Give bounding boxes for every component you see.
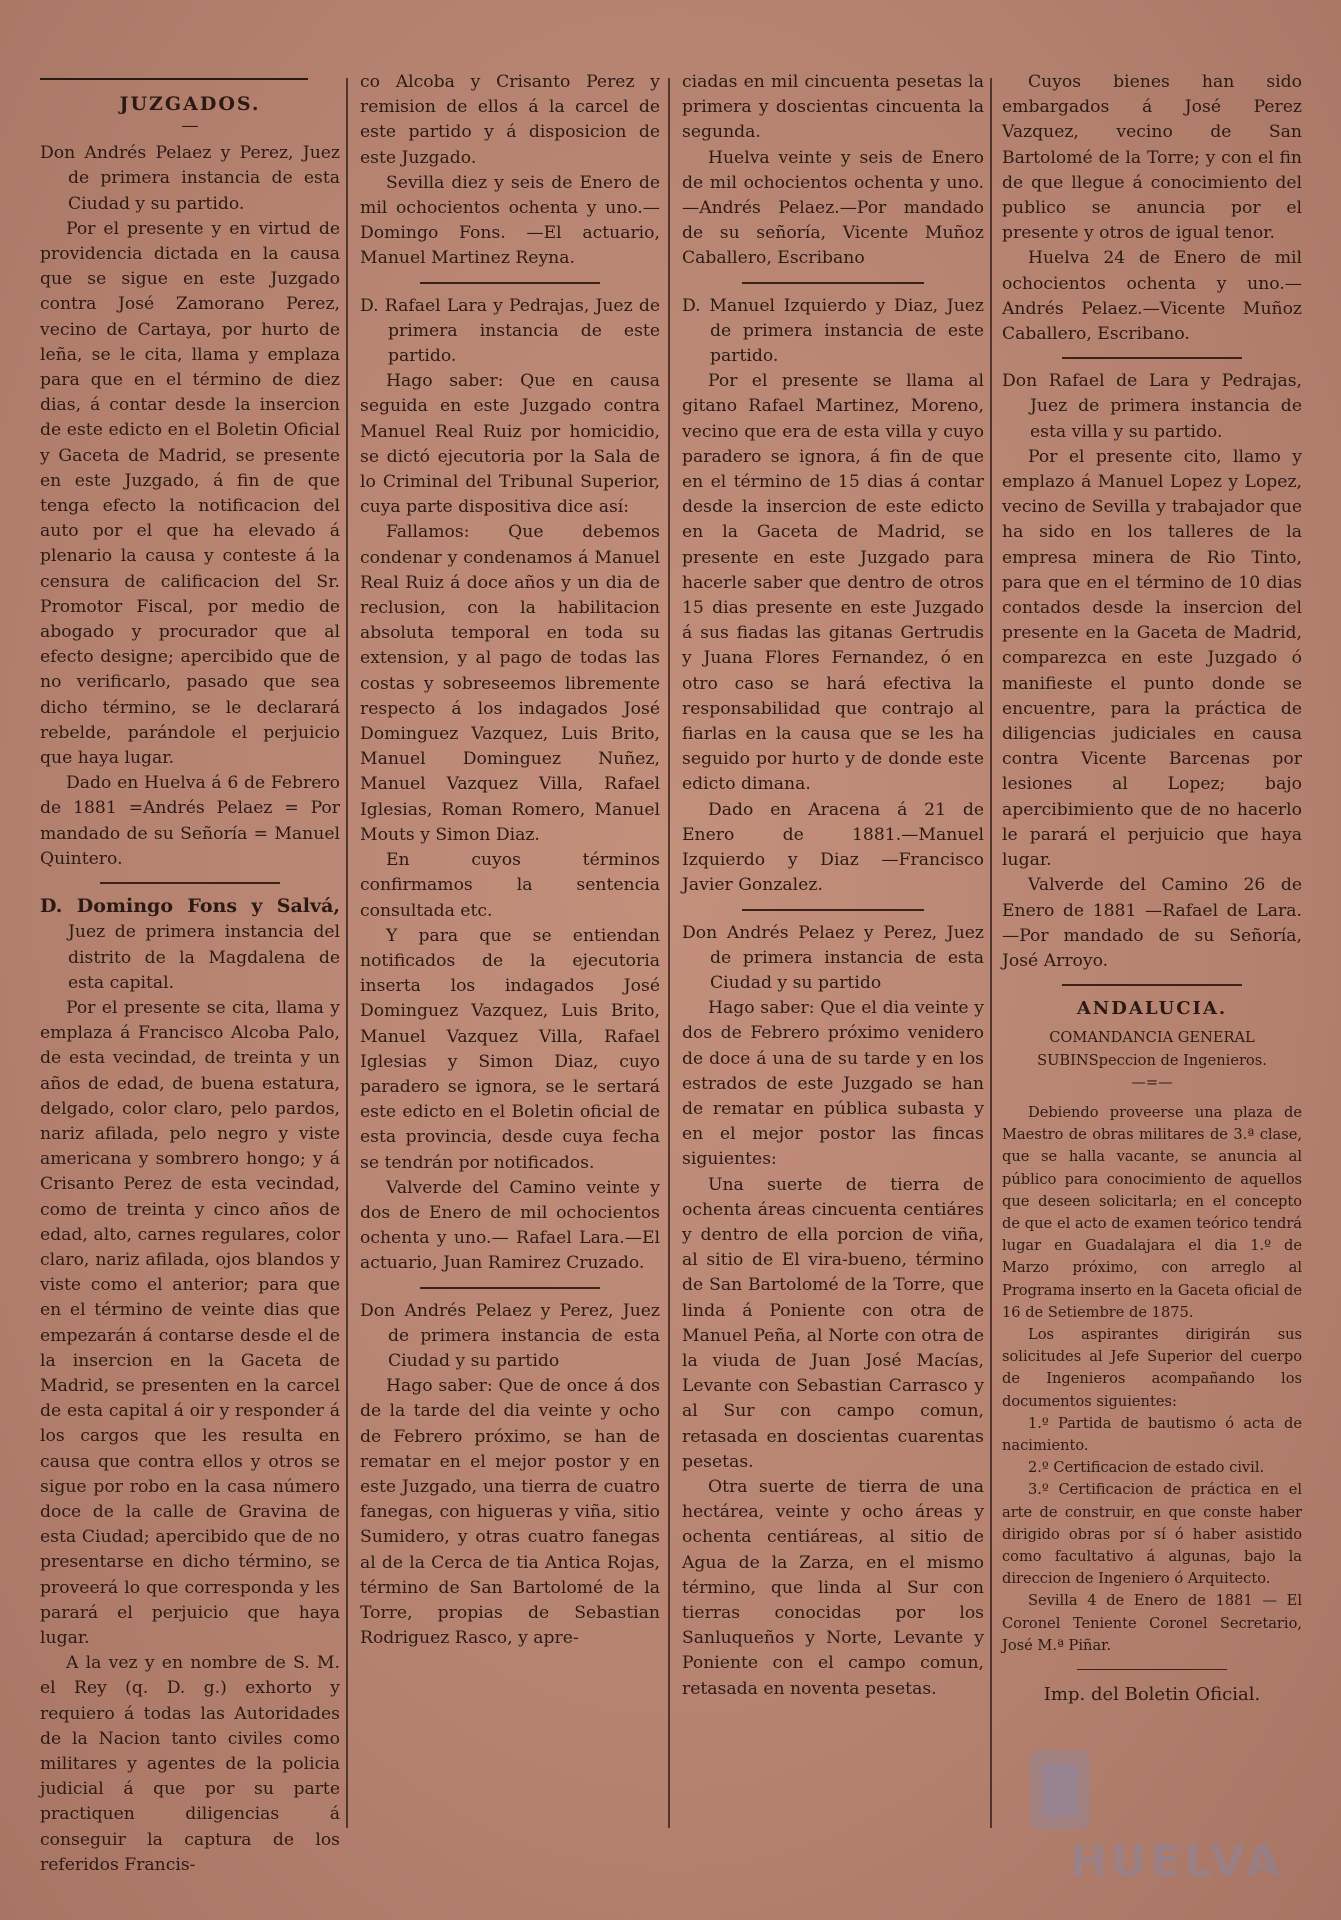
edict-paragraph: Cuyos bienes han sido embargados á José Perez Vazquez, vecino de San Bartolomé de la Torre; y con el fin de que llegue á conocimiento del publico se anuncia por el presente y otros de igual tenor.	[1002, 72, 1302, 244]
notice-paragraph: Debiendo proveerse una plaza de Maestro de obras militares de 3.ª clase, que se halla vacante, se anuncia al público para conocimiento de aquellos que deseen solicitarla; en el concepto de que el acto de examen teórico tendrá lugar en Guadalajara el dia 1.º de Marzo próximo, con arreglo al Programa inserto en la Gaceta oficial de 16 de Setiembre de 1875.	[1002, 1103, 1302, 1321]
subsection-title: COMANDANCIA GENERAL SUBINSpeccion de Ingenieros.	[1037, 1029, 1267, 1069]
notice-item: 3.º Certificacion de práctica en el arte de construir, en que conste haber dirigido obras por sí ó haber asistido como facultativo á algunas, bajo la direccion de Ingeniero ó Arquitecto.	[1002, 1481, 1302, 1588]
separator	[1062, 984, 1242, 986]
edict-paragraph: Hago saber: Que de once á dos de la tarde del dia veinte y ocho de Febrero próximo, se han de rematar en el mejor postor y en este Juzgado, una tierra de cuatro fanegas, con higueras y viña, sitio Sumidero, y otras cuatro fanegas al de la Cerca de tia Antica Rojas, término de San Bartolomé de la Torre, propias de Sebastian Rodriguez Rasco, y apre-	[360, 1376, 660, 1649]
separator	[1077, 1669, 1227, 1670]
library-watermark	[1020, 1740, 1320, 1890]
edict-title: D. Rafael Lara y Pedrajas, Juez de primera instancia de este partido.	[360, 295, 660, 367]
column-1	[40, 70, 340, 1875]
edict-paragraph: En cuyos términos confirmamos la sentencia consultada etc.	[360, 850, 660, 921]
edict-paragraph: Y para que se entiendan notificados de la ejecutoria inserta los indagados José Dominguez Vazquez, Luis Brito, Manuel Vazquez Villa, Rafael Iglesias y Simon Diaz, cuyo paradero se ignora, se le sertará este edicto en el Boletin oficial de esta provincia, desde cuya fecha se tendrán por notificados.	[360, 925, 660, 1173]
column-2	[360, 70, 660, 1830]
imprint: Imp. del Boletin Oficial.	[1043, 1684, 1261, 1705]
edict-paragraph: Por el presente se llama al gitano Rafael Martinez, Moreno, vecino que era de esta villa y cuyo paradero se ignora, á fin de que en el término de 15 dias á contar desde la insercion de este edicto en la Gaceta de Madrid, se presente en este Juzgado para hacerle saber que dentro de otros 15 dias presente en este Juzgado á sus fiadas las gitanas Gertrudis y Juana Flores Fernandez, ó en otro caso se hará efectiva la responsabilidad que contrajo al fiarlas en la causa que se les ha seguido por hurto y de donde este edicto dimana.	[682, 371, 984, 795]
edict-signature: Huelva veinte y seis de Enero de mil ochocientos ochenta y uno.—Andrés Pelaez.—Por mandado de su señoría, Vicente Muñoz Caballero, Escribano	[682, 147, 984, 269]
edict-title: Don Andrés Pelaez y Perez, Juez de primera instancia de esta Ciudad y su partido	[360, 1300, 660, 1371]
edict-signature: Dado en Huelva á 6 de Febrero de 1881 =Andrés Pelaez = Por mandado de su Señoría = Manuel Quintero.	[40, 773, 340, 869]
edict-title: D. Manuel Izquierdo y Diaz, Juez de primera instancia de este partido.	[682, 295, 984, 367]
separator	[420, 282, 600, 284]
column-divider	[668, 78, 670, 1828]
edict-paragraph: Por el presente cito, llamo y emplazo á Manuel Lopez y Lopez, vecino de Sevilla y trabajador que ha sido en los talleres de la empresa minera de Rio Tinto, para que en el término de 10 dias contados desde la insercion del presente en la Gaceta de Madrid, comparezca en este Juzgado ó manifieste el punto donde se encuentre, para la práctica de diligencias judiciales en causa contra Vicente Barcenas por lesiones al Lopez; bajo apercibimiento que de no hacerlo le parará el perjuicio que haya lugar.	[1002, 446, 1302, 871]
edict-title: Don Rafael de Lara y Pedrajas, Juez de primera instancia de esta villa y su partido.	[1002, 371, 1302, 442]
edict-paragraph: Hago saber: Que el dia veinte y dos de Febrero próximo venidero de doce á una de su tarde y en los estrados de este Juzgado se han de rematar en pública subasta y en el mejor postor las fincas siguientes:	[682, 998, 984, 1170]
separator	[742, 282, 923, 284]
column-4	[1002, 70, 1302, 1830]
edict-paragraph: A la vez y en nombre de S. M. el Rey (q. D. g.) exhorto y requiero á todas las Autoridades de la Nacion tanto civiles como militares y agentes de la policia judicial á que por su parte practiquen diligencias á conseguir la captura de los referidos Francis-	[40, 1653, 340, 1875]
edict-paragraph: Hago saber: Que en causa seguida en este Juzgado contra Manuel Real Ruiz por homicidio, se dictó ejecutoria por la Sala de lo Criminal del Tribunal Superior, cuya parte dispositiva dice así:	[360, 371, 660, 518]
notice-paragraph: Los aspirantes dirigirán sus solicitudes al Jefe Superior del cuerpo de Ingenieros acompañando los documentos siguientes:	[1002, 1325, 1302, 1410]
notice-signature: Sevilla 4 de Enero de 1881 — El Coronel Teniente Coronel Secretario, José M.ª Piñar.	[1002, 1592, 1302, 1654]
notice-item: 2.º Certificacion de estado civil.	[1028, 1459, 1265, 1477]
edict-signature: Valverde del Camino 26 de Enero de 1881 —Rafael de Lara.—Por mandado de su Señoría, José Arroyo.	[1002, 875, 1302, 971]
notice-item: 1.º Partida de bautismo ó acta de nacimiento.	[1002, 1414, 1302, 1454]
edict-paragraph: ciadas en mil cincuenta pesetas la primera y doscientas cincuenta la segunda.	[682, 72, 984, 143]
edict-title-rest: Juez de primera instancia del distrito de la Magdalena de esta capital.	[68, 922, 340, 993]
edict-title-cap: D. Domingo Fons y Salvá,	[40, 895, 340, 918]
dash: —	[181, 116, 199, 137]
edict-paragraph: Fallamos: Que debemos condenar y condenamos á Manuel Real Ruiz á doce años y un dia de reclusion, con la habilitacion absoluta temporal en toda su extension, y al pago de todas las costas y sobreseemos libremente respecto á los indagados José Dominguez Vazquez, Luis Brito, Manuel Dominguez Nuñez, Manuel Vazquez Villa, Rafael Iglesias, Roman Romero, Manuel Mouts y Simon Diaz.	[360, 522, 660, 845]
dash: —=—	[1131, 1073, 1173, 1091]
edict-title	[40, 894, 340, 996]
column-3	[682, 70, 984, 1830]
column-divider	[346, 78, 348, 1828]
section-heading-juzgados: JUZGADOS.	[119, 93, 261, 115]
separator	[742, 909, 923, 911]
edict-paragraph: co Alcoba y Crisanto Perez y remision de ellos á la carcel de este partido y á disposicion de este Juzgado.	[360, 72, 660, 168]
column-divider	[990, 78, 992, 1828]
edict-paragraph: Otra suerte de tierra de una hectárea, veinte y ocho áreas y ochenta centiáreas, al sitio de Agua de la Zarza, en el mismo término, que linda al Sur con tierras conocidas por los Sanluqueños y Norte, Levante y Poniente con el campo comun, retasada en noventa pesetas.	[682, 1476, 984, 1699]
edict-title: Don Andrés Pelaez y Perez, Juez de primera instancia de esta Ciudad y su partido	[682, 922, 984, 993]
edict-signature: Huelva 24 de Enero de mil ochocientos ochenta y uno.—Andrés Pelaez.—Vicente Muñoz Caballero, Escribano.	[1002, 248, 1302, 345]
section-heading-andalucia: ANDALUCIA.	[1076, 998, 1228, 1020]
separator	[1062, 357, 1242, 359]
edict-signature: Sevilla diez y seis de Enero de mil ochocientos ochenta y uno.—Domingo Fons. —El actuario, Manuel Martinez Reyna.	[360, 172, 660, 269]
separator	[100, 882, 280, 884]
edict-paragraph: Por el presente y en virtud de providencia dictada en la causa que se sigue en este Juzgado contra José Zamorano Perez, vecino de Cartaya, por hurto de leña, se le cita, llama y emplaza para que en el término de diez dias, á contar desde la insercion de este edicto en el Boletin Oficial y Gaceta de Madrid, se presente en este Juzgado, á fin de que tenga efecto la notificacion del auto por el que ha elevado á plenario la causa y conteste á la censura de calificacion del Sr. Promotor Fiscal, por medio de abogado y procurador que al efecto designe; apercibido que de no verificarlo, pasado que sea dicho término, se le declarará rebelde, parándole el perjuicio que haya lugar.	[40, 218, 340, 769]
watermark-text: HUELVA	[1070, 1836, 1284, 1887]
edict-signature: Dado en Aracena á 21 de Enero de 1881.—Manuel Izquierdo y Diaz —Francisco Javier Gonzalez.	[682, 799, 984, 896]
edict-paragraph: Una suerte de tierra de ochenta áreas cincuenta centiáres y dentro de ella porcion de viña, al sitio de El vira-bueno, término de San Bartolomé de la Torre, que linda á Poniente con otra de Manuel Peña, al Norte con otra de la viuda de Juan José Macías, Levante con Sebastian Carrasco y al Sur con campo comun, retasada en doscientas cuarentas pesetas.	[682, 1174, 984, 1472]
edict-title: Don Andrés Pelaez y Perez, Juez de primera instancia de esta Ciudad y su partido.	[40, 143, 340, 214]
separator	[420, 1287, 600, 1289]
edict-signature: Valverde del Camino veinte y dos de Enero de mil ochocientos ochenta y uno.— Rafael Lara.—El actuario, Juan Ramirez Cruzado.	[360, 1177, 660, 1274]
edict-paragraph: Por el presente se cita, llama y emplaza á Francisco Alcoba Palo, de esta vecindad, de treinta y un años de edad, de buena estatura, delgado, color claro, pelo pardos, nariz afilada, pelo negro y viste americana y sombrero hongo; y á Crisanto Perez de esta vecindad, como de treinta y cinco años de edad, alto, carnes regulares, color claro, nariz afilada, ojos blandos y viste como el anterior; para que en el término de veinte dias que empezarán á contarse desde el de la insercion en la Gaceta de Madrid, se presenten en la carcel de esta capital á oir y responder á los cargos que les resulta en causa que contra ellos y otros se sigue por robo en la casa número doce de la calle de Gravina de esta Ciudad; apercibido que de no presentarse en dicho término, se proveerá lo que corresponda y les parará el perjuicio que haya lugar.	[40, 997, 340, 1648]
